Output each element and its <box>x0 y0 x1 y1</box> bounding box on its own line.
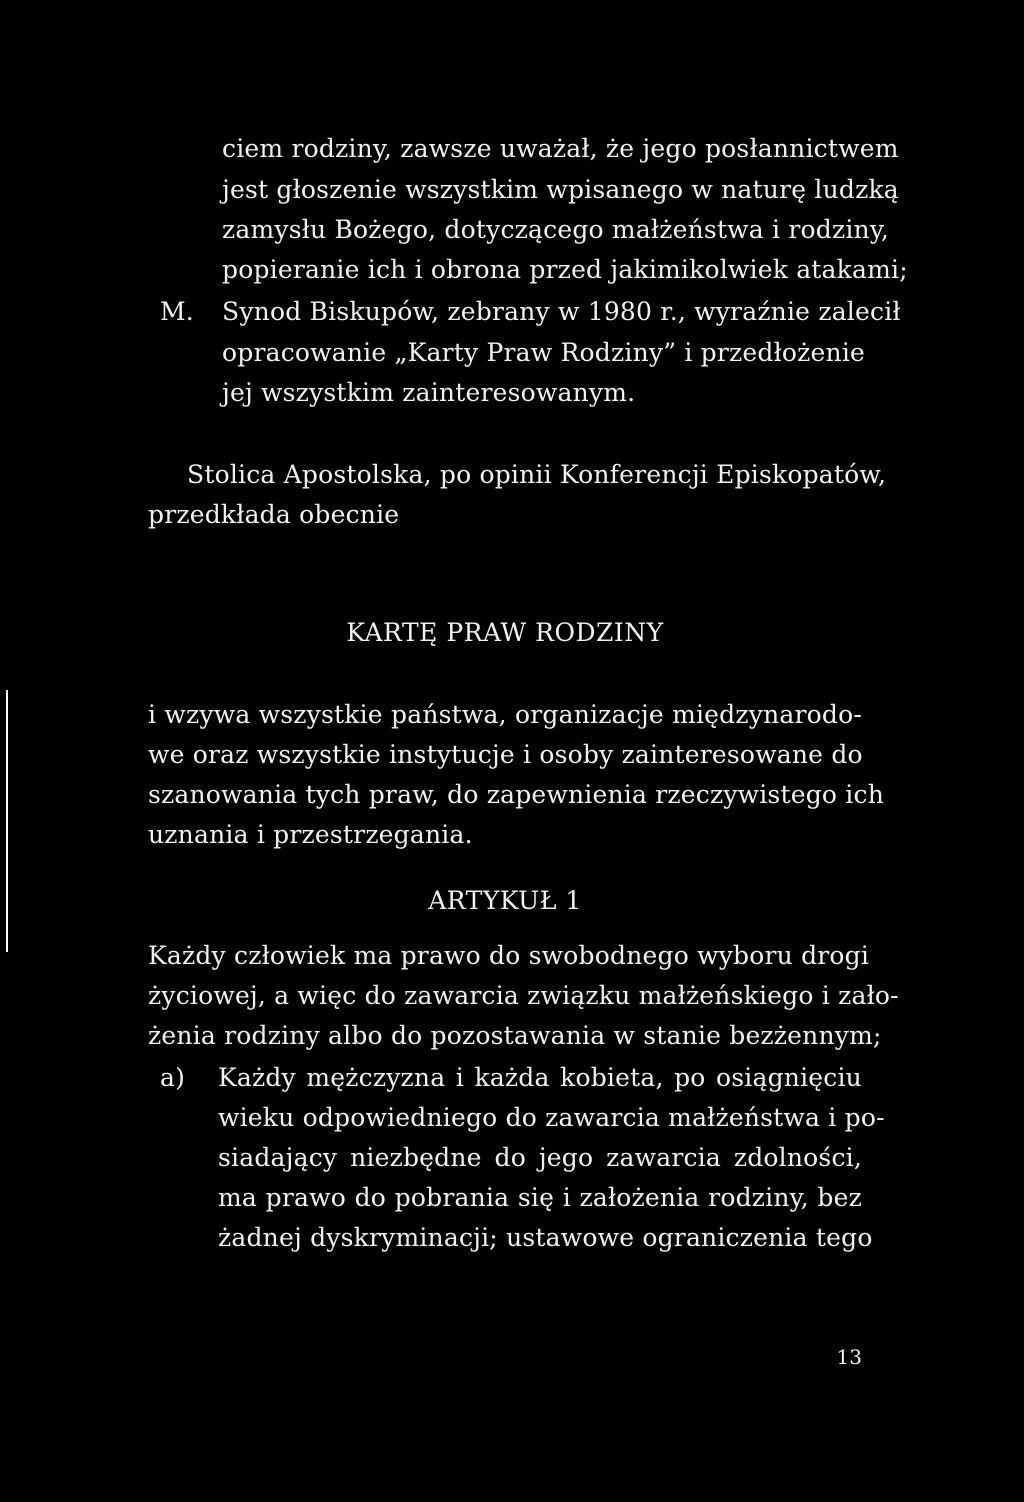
text-line: opracowanie „Karty Praw Rodziny” i przedłożenie <box>222 338 866 367</box>
text-line: Stolica Apostolska, po opinii Konferencji Episkopatów, <box>187 460 887 489</box>
text-line: wieku odpowiedniego do zawarcia małżeństwa i po- <box>218 1103 885 1132</box>
text-line: przedkłada obecnie <box>148 500 400 529</box>
text-line: jej wszystkim zainteresowanym. <box>222 378 636 407</box>
text-line: żadnej dyskryminacji; ustawowe ograniczenia tego <box>218 1223 873 1252</box>
page-number: 13 <box>836 1345 862 1369</box>
text-line: Każdy mężczyzna i każda kobieta, po osiągnięciu <box>218 1063 862 1092</box>
list-marker: M. <box>160 297 194 326</box>
text-line: jest głoszenie wszystkim wpisanego w naturę ludzką <box>222 175 899 204</box>
text-line: ciem rodziny, zawsze uważał, że jego posłannictwem <box>222 134 899 163</box>
text-line: ma prawo do pobrania się i założenia rodziny, bez <box>218 1183 862 1212</box>
margin-rule <box>6 690 8 952</box>
text-line: i wzywa wszystkie państwa, organizacje międzynarodo- <box>148 700 862 729</box>
charter-title: KARTĘ PRAW RODZINY <box>346 618 664 647</box>
text-line: siadający niezbędne do jego zawarcia zdolności, <box>218 1143 862 1172</box>
text-line: Każdy człowiek ma prawo do swobodnego wyboru drogi <box>148 941 870 970</box>
text-line: Synod Biskupów, zebrany w 1980 r., wyraźnie zalecił <box>222 297 901 326</box>
text-line: żenia rodziny albo do pozostawania w stanie bezżennym; <box>148 1021 882 1050</box>
text-line: uznania i przestrzegania. <box>148 820 473 849</box>
article-heading: ARTYKUŁ 1 <box>428 886 582 915</box>
text-line: zamysłu Bożego, dotyczącego małżeństwa i rodziny, <box>222 215 890 244</box>
text-line: szanowania tych praw, do zapewnienia rzeczywistego ich <box>148 780 885 809</box>
text-line: życiowej, a więc do zawarcia związku małżeńskiego i zało- <box>148 981 899 1010</box>
text-line: popieranie ich i obrona przed jakimikolwiek atakami; <box>222 255 908 284</box>
list-marker: a) <box>160 1063 186 1092</box>
text-line: we oraz wszystkie instytucje i osoby zainteresowane do <box>148 740 863 769</box>
